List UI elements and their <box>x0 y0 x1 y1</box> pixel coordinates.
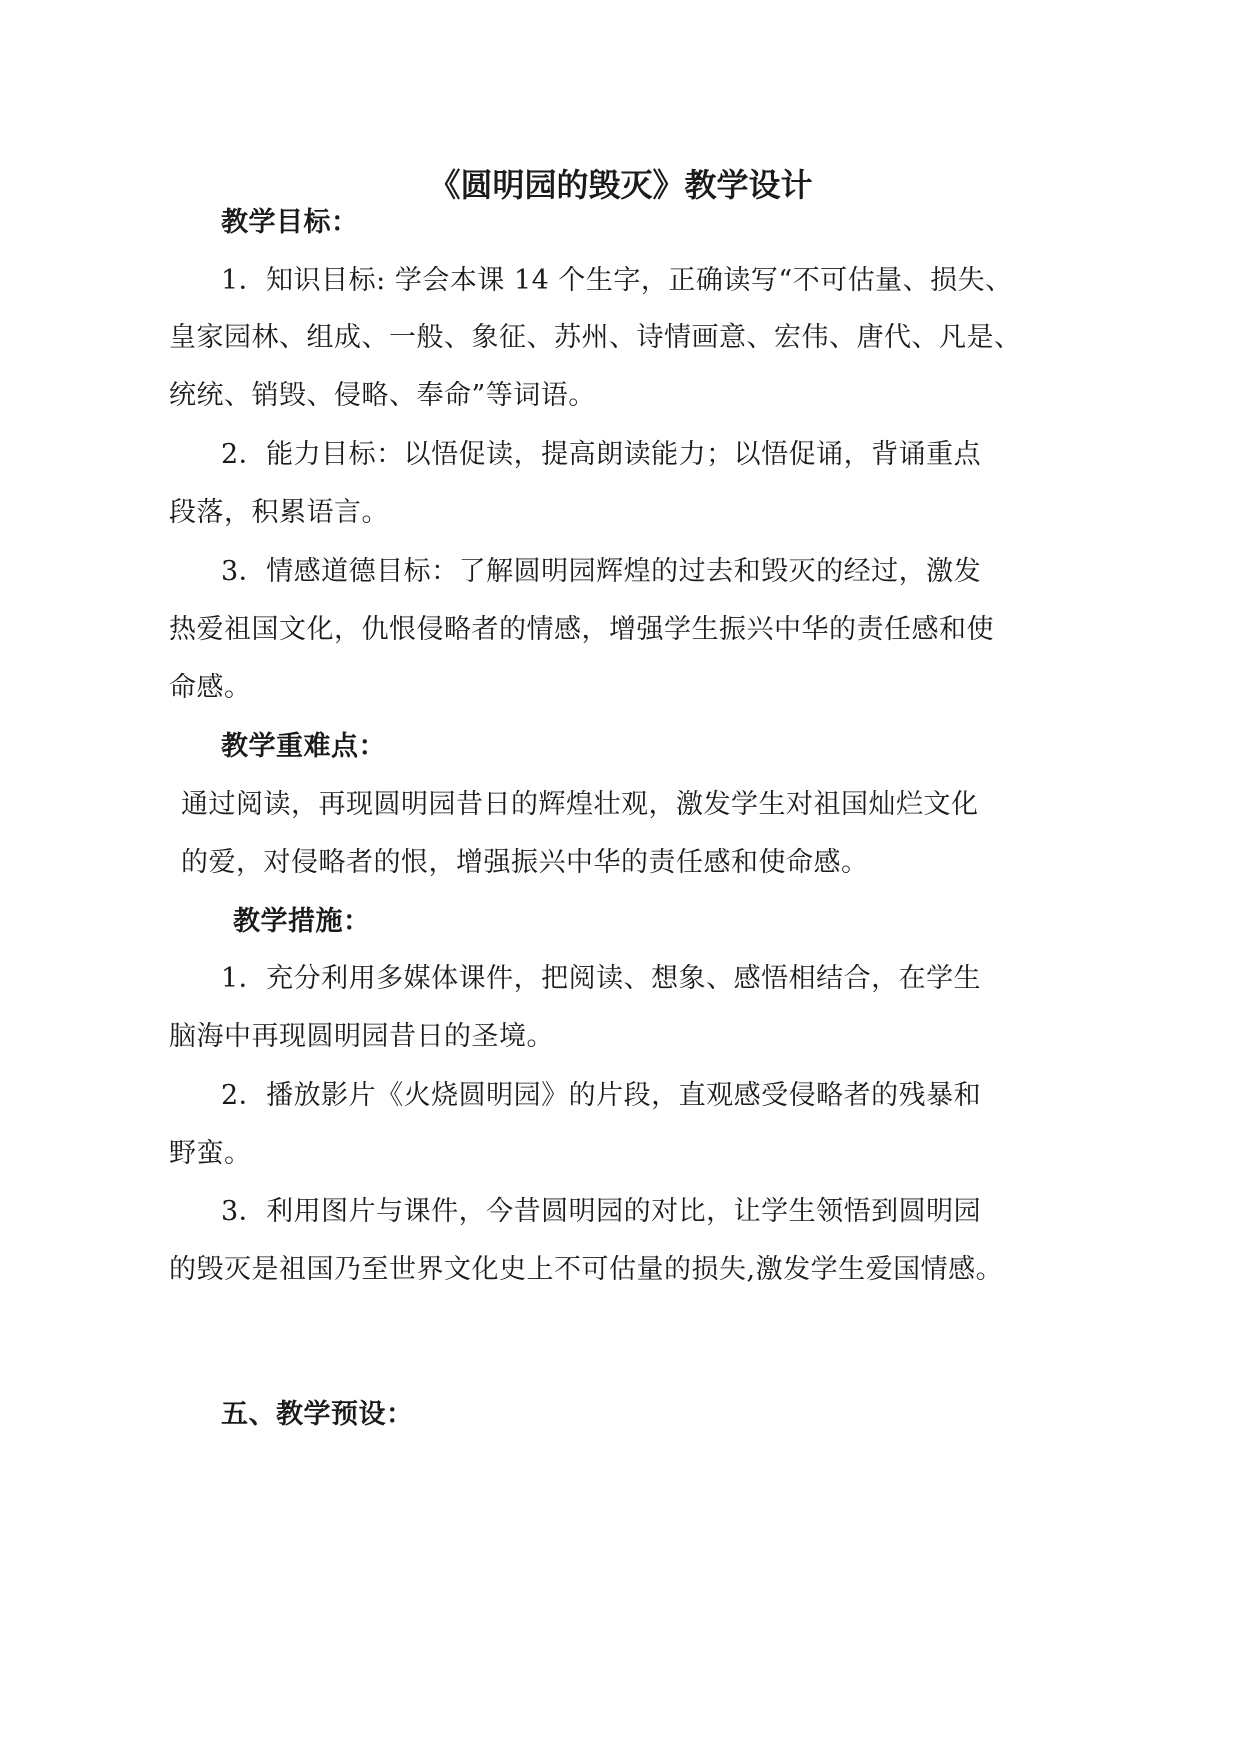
measure-2-line-1: 2．播放影片《火烧圆明园》的片段，直观感受侵略者的残暴和 <box>221 1080 982 1111</box>
objective-3-line-1: 3．情感道德目标：了解圆明园辉煌的过去和毁灭的经过，激发 <box>221 556 982 587</box>
objective-1-line-2: 皇家园林、组成、一般、象征、苏州、诗情画意、宏伟、唐代、凡是、 <box>169 322 1022 353</box>
measure-1-line-1: 1．充分利用多媒体课件，把阅读、想象、感悟相结合，在学生 <box>221 963 982 994</box>
objective-2-line-2: 段落，积累语言。 <box>169 497 389 528</box>
measure-3-line-2: 的毁灭是祖国乃至世界文化史上不可估量的损失,激发学生爱国情感。 <box>169 1254 1004 1285</box>
objectives-heading: 教学目标： <box>221 207 359 238</box>
measure-2-line-2: 野蛮。 <box>169 1138 252 1169</box>
objective-1-line-1: 1．知识目标: 学会本课 14 个生字，正确读写“不可估量、损失、 <box>221 265 1013 296</box>
measures-heading: 教学措施： <box>233 906 371 937</box>
section-5-heading: 五、教学预设： <box>221 1399 414 1430</box>
objective-3-line-2: 热爱祖国文化，仇恨侵略者的情感，增强学生振兴中华的责任感和使 <box>169 614 994 645</box>
measure-3-line-1: 3．利用图片与课件，今昔圆明园的对比，让学生领悟到圆明园 <box>221 1196 982 1227</box>
key-points-line-1: 通过阅读，再现圆明园昔日的辉煌壮观，激发学生对祖国灿烂文化 <box>181 789 979 820</box>
key-points-heading: 教学重难点： <box>221 731 386 762</box>
document-title: 《圆明园的毁灭》教学设计 <box>428 166 813 204</box>
objective-1-line-3: 统统、销毁、侵略、奉命”等词语。 <box>169 380 596 411</box>
objective-3-line-3: 命感。 <box>169 672 252 703</box>
objective-2-line-1: 2．能力目标：以悟促读，提高朗读能力；以悟促诵，背诵重点 <box>221 439 982 470</box>
key-points-line-2: 的爱，对侵略者的恨，增强振兴中华的责任感和使命感。 <box>181 847 869 878</box>
measure-1-line-2: 脑海中再现圆明园昔日的圣境。 <box>169 1021 554 1052</box>
